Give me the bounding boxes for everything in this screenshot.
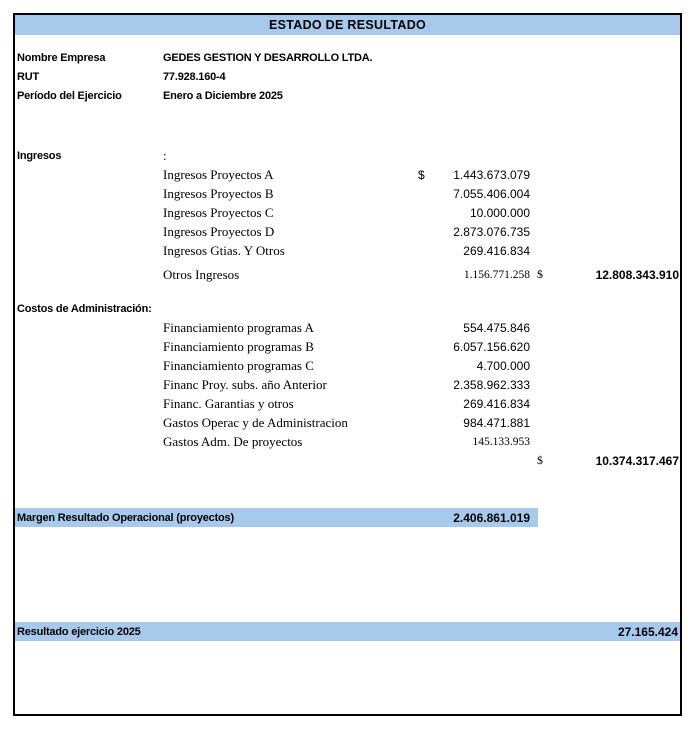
section-title: Ingresos: [17, 149, 62, 162]
income-row: [15, 165, 680, 184]
section-title: Costos de Administración:: [17, 302, 152, 315]
company-info-row: [15, 86, 680, 105]
cost-label: Financiamiento programas C: [163, 357, 314, 373]
cost-row: [15, 394, 680, 413]
spacer: [15, 284, 680, 299]
cost-value: 2.358.962.333: [453, 377, 530, 392]
income-label: Otros Ingresos: [163, 266, 240, 282]
income-row-otros-with-total: [15, 265, 680, 284]
info-label: RUT: [17, 70, 40, 83]
cost-row: [15, 413, 680, 432]
cost-label: Financ. Garantias y otros: [163, 395, 294, 411]
margen-operacional-row: [15, 508, 538, 527]
resultado-label: Resultado ejercicio 2025: [17, 625, 141, 638]
report-title-bar: [15, 15, 680, 35]
cost-label: Financ Proy. subs. año Anterior: [163, 376, 327, 392]
margen-value: 2.406.861.019: [453, 510, 530, 525]
income-row: [15, 184, 680, 203]
report-title: ESTADO DE RESULTADO: [268, 18, 427, 32]
income-value: 1.156.771.258: [463, 268, 530, 281]
company-info-row: [15, 67, 680, 86]
cost-label: Financiamiento programas A: [163, 319, 314, 335]
income-label: Ingresos Gtias. Y Otros: [163, 242, 285, 258]
cost-row: [15, 337, 680, 356]
ingresos-section-header: [15, 146, 680, 165]
margen-label: Margen Resultado Operacional (proyectos): [17, 511, 234, 524]
spacer: [15, 470, 680, 508]
income-value: 10.000.000: [469, 205, 530, 220]
currency-sign: $: [537, 267, 543, 281]
cost-row: [15, 375, 680, 394]
income-label: Ingresos Proyectos B: [163, 185, 274, 201]
rut-value: 77.928.160-4: [163, 70, 226, 83]
info-label: Nombre Empresa: [17, 51, 106, 64]
cost-value: 554.475.846: [463, 320, 530, 335]
cost-row: [15, 318, 680, 337]
cost-value: 6.057.156.620: [453, 339, 530, 354]
currency-sign: $: [537, 453, 543, 467]
company-name-value: GEDES GESTION Y DESARROLLO LTDA.: [163, 51, 373, 64]
income-statement-sheet: [13, 13, 682, 716]
costos-total-row: [15, 451, 680, 470]
income-label: Ingresos Proyectos D: [163, 223, 275, 239]
resultado-ejercicio-row: [15, 622, 680, 641]
info-label: Período del Ejercicio: [17, 89, 122, 102]
income-value: 1.443.673.079: [453, 167, 530, 182]
income-value: 269.416.834: [463, 243, 530, 258]
cost-value: 984.471.881: [463, 415, 530, 430]
income-row: [15, 203, 680, 222]
costos-section-header: [15, 299, 680, 318]
income-label: Ingresos Proyectos A: [163, 166, 274, 182]
period-value: Enero a Diciembre 2025: [163, 89, 283, 102]
cost-label: Gastos Operac y de Administracion: [163, 414, 348, 430]
cost-row: [15, 432, 680, 451]
ingresos-total-value: 12.808.343.910: [595, 267, 679, 282]
income-row: [15, 241, 680, 260]
cost-label: Financiamiento programas B: [163, 338, 314, 354]
cost-value: 269.416.834: [463, 396, 530, 411]
cost-value: 4.700.000: [476, 358, 530, 373]
cost-value: 145.133.953: [472, 435, 530, 448]
cost-label: Gastos Adm. De proyectos: [163, 433, 303, 449]
spacer: [15, 527, 680, 622]
resultado-value: 27.165.424: [617, 624, 678, 639]
income-value: 7.055.406.004: [453, 186, 530, 201]
company-info-row: [15, 48, 680, 67]
section-colon: :: [163, 147, 167, 163]
cost-row: [15, 356, 680, 375]
income-row: [15, 222, 680, 241]
costos-total-value: 10.374.317.467: [595, 453, 679, 468]
spacer: [15, 35, 680, 48]
currency-sign: $: [418, 167, 425, 182]
income-label: Ingresos Proyectos C: [163, 204, 274, 220]
spacer: [15, 105, 680, 146]
income-value: 2.873.076.735: [453, 224, 530, 239]
